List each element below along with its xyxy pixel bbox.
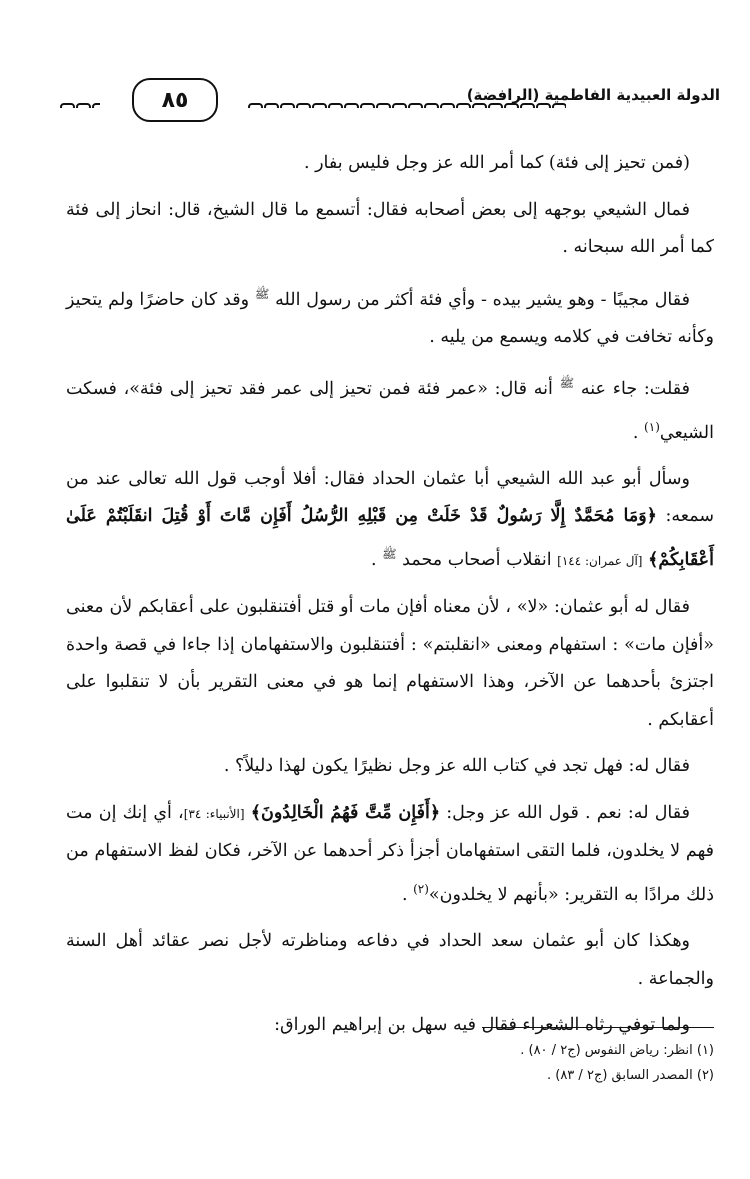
page-body bbox=[66, 145, 714, 1054]
chain-link-ornament bbox=[344, 103, 359, 108]
footnote-separator bbox=[482, 1027, 714, 1028]
paragraph-end: . bbox=[632, 422, 645, 443]
paragraph-text: ، أي إنك إن مت فهم لا يخلدون، فلما التقى استفهامان أجزأ ذكر أحدهما عن الآخر، فكان لفظ الاستفهام من ذلك مرادًا به التقرير: «بأنهم لا يخلدون» bbox=[66, 802, 714, 905]
chain-link-ornament bbox=[312, 103, 327, 108]
quran-verse: ﴿وَمَا مُحَمَّدٌ إِلَّا رَسُولٌ قَدْ خَلَتْ مِن قَبْلِهِ الرُّسُلُ أَفَإِن مَّاتَ أَوْ قُتِلَ انقَلَبْتُمْ عَلَىٰ أَعْقَابِكُمْ﴾ bbox=[66, 506, 714, 570]
salutation-glyph: ﷺ bbox=[254, 286, 270, 301]
chain-link-ornament bbox=[376, 103, 391, 108]
paragraph: (فمن تحيز إلى فئة) كما أمر الله عز وجل فليس بفار . bbox=[303, 153, 690, 173]
chain-link-ornament bbox=[360, 103, 375, 108]
paragraph bbox=[66, 276, 714, 357]
paragraph-text: وقد كان حاضرًا ولم يتحيز وكأنه تخافت في كلامه ويسمع من يليه . bbox=[66, 289, 714, 347]
chain-link-ornament bbox=[392, 103, 407, 108]
chain-link-ornament bbox=[424, 103, 439, 108]
paragraph-text: فقال مجيبًا - وهو يشير بيده - وأي فئة أكثر من رسول الله bbox=[275, 289, 690, 310]
running-title: الدولة العبيدية الفاطمية (الرافضة) bbox=[466, 86, 720, 104]
page-header bbox=[60, 78, 720, 128]
chain-link-ornament bbox=[76, 103, 91, 108]
paragraph-text: وسأل أبو عبد الله الشيعي أبا عثمان الحداد فقال: أفلا أوجب قول الله تعالى عند من سمعه: bbox=[66, 468, 714, 527]
ornament-chain-left bbox=[60, 96, 100, 108]
paragraph-text: فقال له: نعم . قول الله عز وجل: bbox=[446, 802, 690, 823]
chain-link-ornament bbox=[440, 103, 455, 108]
paragraph-text: أنه قال: «عمر فئة فمن تحيز إلى عمر فقد تحيز إلى فئة»، فسكت الشيعي bbox=[66, 379, 714, 443]
chain-link-ornament bbox=[296, 103, 311, 108]
quran-verse: ﴿أَفَإِن مِّتَّ فَهُمُ الْخَالِدُونَ﴾ bbox=[250, 802, 441, 823]
chain-link-ornament bbox=[60, 103, 75, 108]
paragraph bbox=[66, 795, 714, 914]
footnotes bbox=[314, 1038, 714, 1088]
salutation-glyph: ﷺ bbox=[559, 376, 575, 391]
chain-link-ornament bbox=[248, 103, 263, 108]
verse-reference: [آل عمران: ١٤٤] bbox=[557, 553, 643, 568]
paragraph bbox=[66, 365, 714, 452]
footnote-ref: (٢) bbox=[413, 881, 429, 896]
paragraph-end: . bbox=[401, 884, 414, 905]
paragraph: فقال له أبو عثمان: «لا» ، لأن معناه أفإن مات أو قتل أفتنقلبون على أعقابكم لأن معنى «أفإن مات» : استفهام ومعنى «انقلبتم» : أفتنقلبون والاستفهامان إذا جاءا في قصة واحدة اجتزئ بأحدهما عن الآخر، وهذا الاستفهام إنما هو في معنى التقرير بأن لا تنقلبوا على أعقابكم . bbox=[66, 597, 714, 730]
paragraph-end: . bbox=[370, 549, 383, 570]
salutation-glyph: ﷺ bbox=[382, 546, 397, 561]
paragraph-text: فقلت: جاء عنه bbox=[580, 379, 690, 400]
verse-reference: [الأنبياء: ٣٤] bbox=[183, 806, 245, 821]
paragraph-text: انقلاب أصحاب محمد bbox=[402, 549, 552, 570]
footnote-ref: (١) bbox=[644, 419, 660, 434]
page-number: ٨٥ bbox=[132, 78, 218, 122]
paragraph: وهكذا كان أبو عثمان سعد الحداد في دفاعه ومناظرته لأجل نصر عقائد أهل السنة والجماعة . bbox=[66, 931, 714, 989]
paragraph: ولما توفي رثاه الشعراء فقال فيه سهل بن إبراهيم الوراق: bbox=[274, 1015, 690, 1036]
chain-link-ornament bbox=[408, 103, 423, 108]
footnote: (١) انظر: رياض النفوس (ج٢ / ٨٠) . bbox=[520, 1043, 714, 1058]
chain-link-ornament bbox=[264, 103, 279, 108]
chain-link-ornament bbox=[92, 103, 100, 108]
chain-link-ornament bbox=[280, 103, 295, 108]
paragraph: فقال له: فهل تجد في كتاب الله عز وجل نظيرًا يكون لهذا دليلاً؟ . bbox=[223, 756, 690, 777]
paragraph bbox=[66, 461, 714, 580]
chain-link-ornament bbox=[328, 103, 343, 108]
paragraph: فمال الشيعي بوجهه إلى بعض أصحابه فقال: أتسمع ما قال الشيخ، قال: انحاز إلى فئة كما أمر الله سبحانه . bbox=[66, 199, 714, 257]
footnote: (٢) المصدر السابق (ج٢ / ٨٣) . bbox=[546, 1068, 714, 1083]
